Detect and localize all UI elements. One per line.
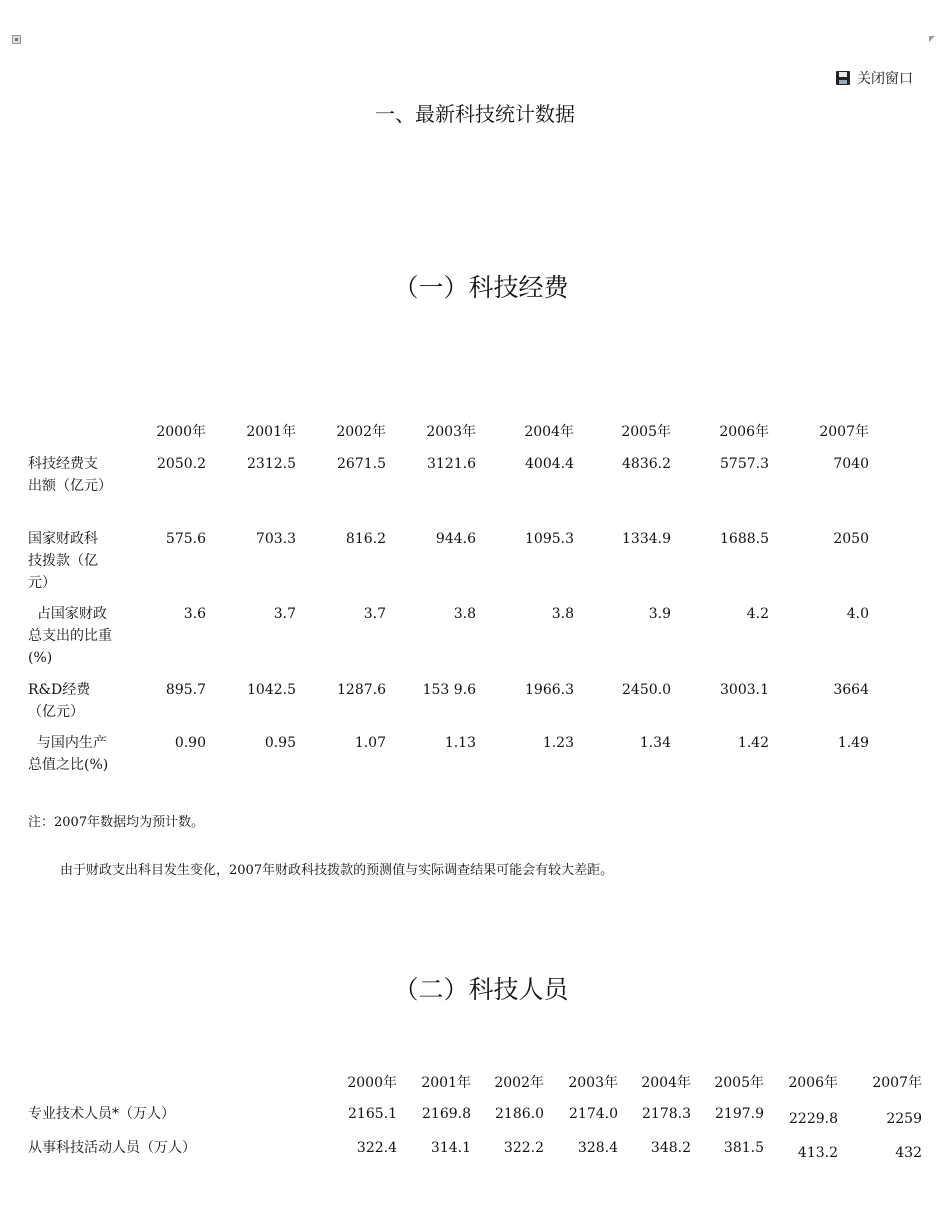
table-cell: 2450.0	[622, 682, 671, 698]
table-cell: 2178.3	[642, 1106, 691, 1122]
table-cell: 1.49	[837, 735, 869, 751]
year-header: 2001年	[246, 424, 296, 440]
table-cell: 322.2	[503, 1140, 544, 1156]
broken-image-right-icon	[928, 35, 937, 44]
table-cell: 3.7	[363, 606, 386, 622]
table-cell: 413.2	[797, 1145, 838, 1161]
table-cell: 575.6	[165, 531, 206, 547]
table-cell: 1.13	[444, 735, 476, 751]
table-cell: 2259	[886, 1111, 922, 1127]
section-title-funding: （一）科技经费	[393, 273, 569, 302]
table-cell: 4836.2	[622, 456, 671, 472]
year-header: 2007年	[872, 1075, 922, 1091]
year-header: 2006年	[719, 424, 769, 440]
table-cell: 314.1	[430, 1140, 471, 1156]
year-header: 2002年	[336, 424, 386, 440]
table-cell: 2312.5	[247, 456, 296, 472]
broken-image-left-icon	[12, 35, 21, 44]
year-header: 2003年	[568, 1075, 618, 1091]
table-cell: 348.2	[650, 1140, 691, 1156]
table-cell: 1042.5	[247, 682, 296, 698]
table-cell: 2050	[833, 531, 869, 547]
year-header: 2000年	[156, 424, 206, 440]
table-cell: 3003.1	[720, 682, 769, 698]
table-cell: 2050.2	[157, 456, 206, 472]
table-cell: 2165.1	[348, 1106, 397, 1122]
table-cell: 3.8	[453, 606, 476, 622]
table-cell: 7040	[833, 456, 869, 472]
year-header: 2006年	[788, 1075, 838, 1091]
table-cell: 4004.4	[525, 456, 574, 472]
table-cell: 3.7	[273, 606, 296, 622]
table-cell: 703.3	[255, 531, 296, 547]
page-title: 一、最新科技统计数据	[375, 102, 575, 126]
table-cell: 1.23	[542, 735, 574, 751]
table-cell: 944.6	[435, 531, 476, 547]
table-cell: 1095.3	[525, 531, 574, 547]
table-cell: 1.34	[639, 735, 671, 751]
table-cell: 2186.0	[495, 1106, 544, 1122]
funding-note: 注：2007年数据均为预计数。	[28, 815, 205, 830]
table-cell: 0.90	[174, 735, 206, 751]
table-cell: 895.7	[165, 682, 206, 698]
table-cell: 2671.5	[337, 456, 386, 472]
table-cell: 4.2	[746, 606, 769, 622]
year-header: 2005年	[714, 1075, 764, 1091]
table-cell: 432	[895, 1145, 922, 1161]
year-header: 2004年	[524, 424, 574, 440]
save-disk-icon	[836, 71, 850, 85]
year-header: 2003年	[426, 424, 476, 440]
year-header: 2002年	[494, 1075, 544, 1091]
table-cell: 328.4	[577, 1140, 618, 1156]
row-label: 国家财政科技拨款（亿元）	[28, 531, 98, 591]
table-cell: 153 9.6	[422, 682, 476, 698]
table-cell: 816.2	[345, 531, 386, 547]
close-window-button[interactable]	[836, 68, 913, 88]
year-header: 2000年	[347, 1075, 397, 1091]
row-label: 专业技术人员*（万人）	[28, 1106, 175, 1122]
close-window-label: 关闭窗口	[857, 71, 913, 87]
table-cell: 1334.9	[622, 531, 671, 547]
table-cell: 1287.6	[337, 682, 386, 698]
table-cell: 3121.6	[427, 456, 476, 472]
row-label: 科技经费支出额（亿元）	[28, 456, 112, 494]
row-label: 与国内生产总值之比(%)	[28, 735, 109, 773]
table-cell: 1966.3	[525, 682, 574, 698]
table-cell: 1688.5	[720, 531, 769, 547]
year-header: 2001年	[421, 1075, 471, 1091]
row-label: 占国家财政总支出的比重(%)	[28, 606, 112, 666]
table-cell: 3.6	[183, 606, 206, 622]
table-cell: 381.5	[723, 1140, 764, 1156]
section-title-personnel: （二）科技人员	[393, 975, 569, 1004]
year-header: 2007年	[819, 424, 869, 440]
row-label: R&D经费（亿元）	[28, 682, 91, 720]
funding-note-detail: 由于财政支出科目发生变化，2007年财政科技拨款的预测值与实际调查结果可能会有较大差距。	[60, 863, 614, 878]
table-cell: 5757.3	[720, 456, 769, 472]
year-header: 2004年	[641, 1075, 691, 1091]
table-cell: 2169.8	[422, 1106, 471, 1122]
table-cell: 3.9	[648, 606, 671, 622]
table-cell: 1.42	[737, 735, 769, 751]
table-cell: 3664	[833, 682, 869, 698]
table-cell: 0.95	[264, 735, 296, 751]
table-cell: 2174.0	[569, 1106, 618, 1122]
table-cell: 322.4	[356, 1140, 397, 1156]
table-cell: 4.0	[846, 606, 869, 622]
table-cell: 2229.8	[789, 1111, 838, 1127]
table-cell: 2197.9	[715, 1106, 764, 1122]
row-label: 从事科技活动人员（万人）	[28, 1140, 196, 1156]
year-header: 2005年	[621, 424, 671, 440]
table-cell: 1.07	[354, 735, 386, 751]
table-cell: 3.8	[551, 606, 574, 622]
